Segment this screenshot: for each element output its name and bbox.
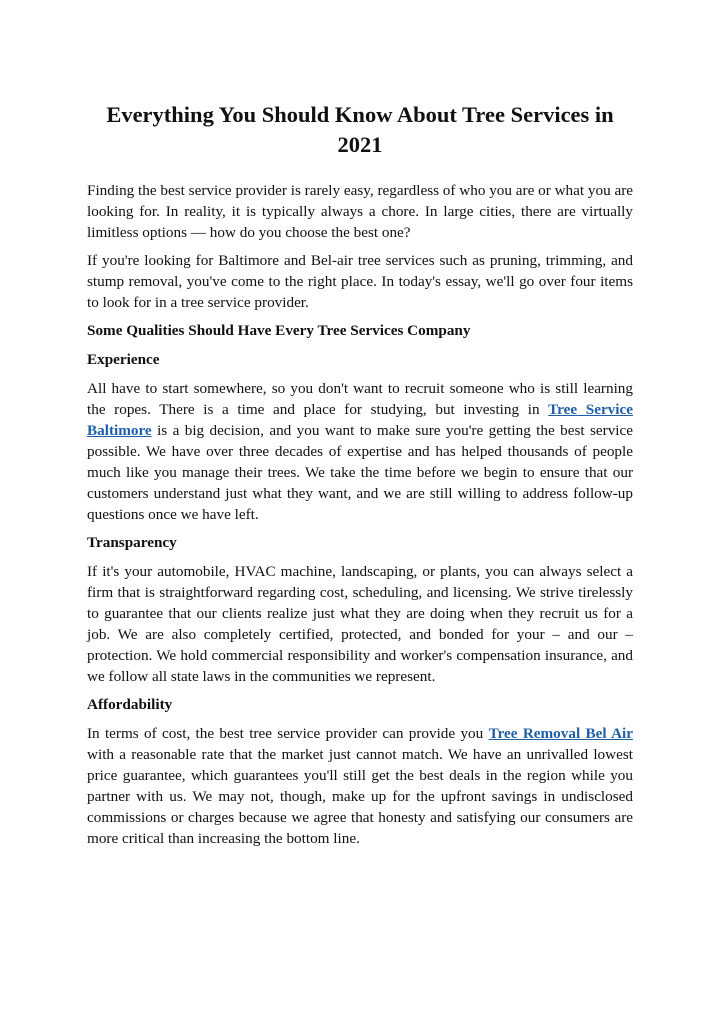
- section-heading: Some Qualities Should Have Every Tree Services Company: [87, 322, 471, 339]
- intro-paragraph-1: Finding the best service provider is rarely easy, regardless of who you are or what you are looking for. In reality, it is typically always a chore. In large cities, there are virtually limitless options — how do you choose the best one?: [87, 182, 634, 241]
- transparency-paragraph: If it's your automobile, HVAC machine, landscaping, or plants, you can always select a firm that is straightforward regarding cost, scheduling, and licensing. We strive tirelessly to guarantee that our clients realize just what they are doing when they recruit us for a job. We are also completely certified, protected, and bonded for your – and our – protection. We hold commercial responsibility and worker's compensation insurance, and we follow all state laws in the communities we represent.: [87, 563, 633, 685]
- document-page: [87, 100, 633, 856]
- tree-removal-bel-air-link[interactable]: Tree Removal Bel Air: [488, 725, 633, 742]
- document-title: Everything You Should Know About Tree Services in 2021: [106, 102, 614, 157]
- experience-text-after-link: is a big decision, and you want to make sure you're getting the best service possible. We have over three decades of expertise and has helped thousands of people much like you manage their trees. We take the time before we begin to ensure that our customers understand just what they want, and we are still willing to address follow-up questions once we have left.: [87, 422, 633, 523]
- transparency-heading: Transparency: [87, 534, 177, 551]
- intro-paragraph-2: If you're looking for Baltimore and Bel-air tree services such as pruning, trimming, and stump removal, you've come to the right place. In today's essay, we'll go over four items to look for in a tree service provider.: [87, 252, 633, 311]
- affordability-paragraph: [87, 723, 633, 849]
- experience-heading: Experience: [87, 351, 160, 368]
- affordability-text-after-link: with a reasonable rate that the market just cannot match. We have an unrivalled lowest price guarantee, which guarantees you'll still get the best deals in the region while you partner with us. We may not, though, make up for the upfront savings in undisclosed commissions or charges because we agree that honesty and satisfying our consumers are more critical than increasing the bottom line.: [87, 746, 633, 847]
- tree-service-baltimore-link[interactable]: Tree Service Baltimore: [87, 401, 633, 439]
- experience-text-before-link: All have to start somewhere, so you don't want to recruit someone who is still learning the ropes. There is a time and place for studying, but investing in: [87, 380, 633, 418]
- experience-paragraph: [87, 378, 633, 525]
- affordability-heading: Affordability: [87, 696, 173, 713]
- affordability-text-before-link: In terms of cost, the best tree service provider can provide you: [87, 725, 489, 742]
